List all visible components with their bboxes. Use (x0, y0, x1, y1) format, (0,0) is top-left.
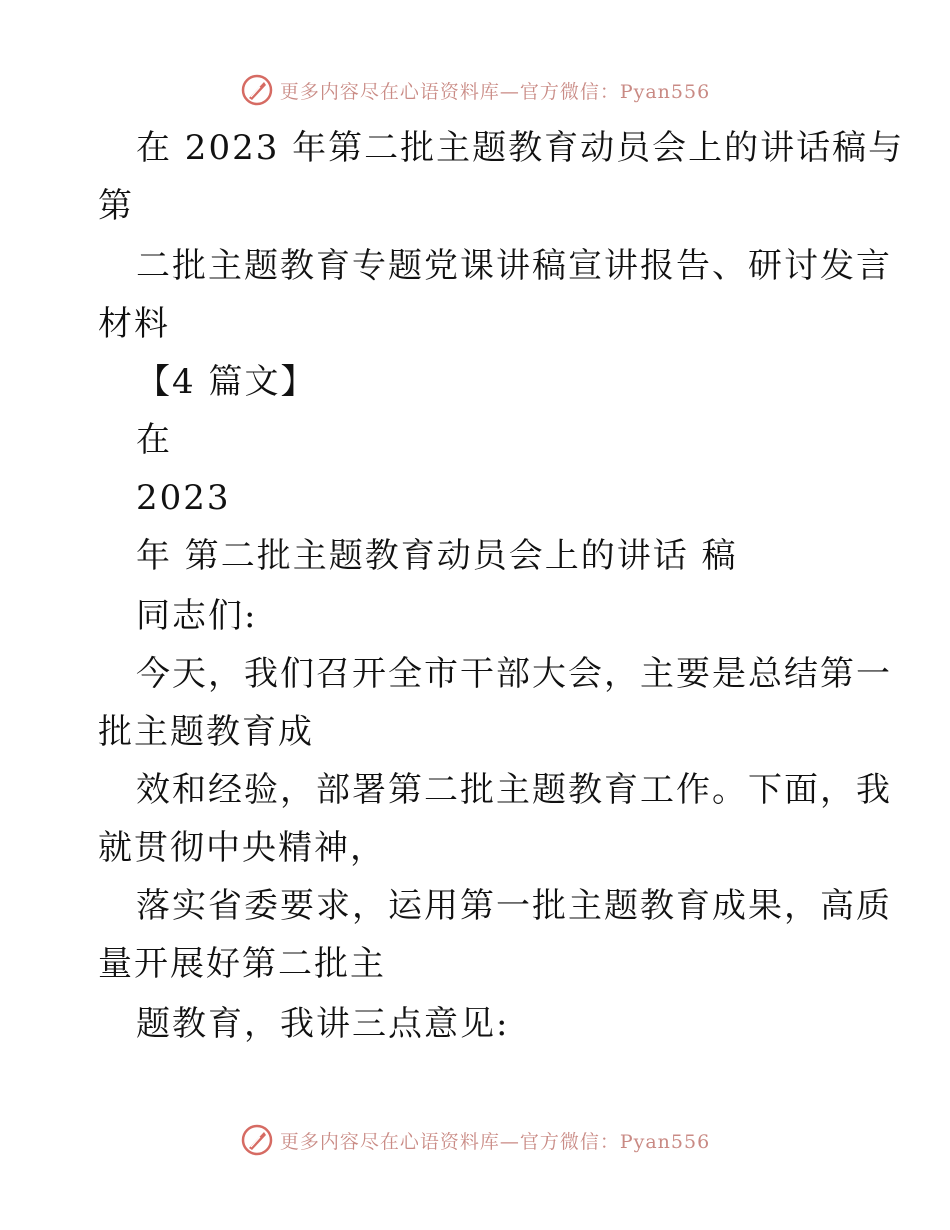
quill-seal-icon (240, 73, 274, 107)
quill-seal-icon (240, 1123, 274, 1157)
paragraph-line-5: 落实省委要求，运用第一批主题教育成果，高质 (136, 886, 892, 926)
title-line-3: 二批主题教育专题党课讲稿宣讲报告、研讨发言 (136, 246, 892, 286)
subtitle-line-3: 年 第二批主题教育动员会上的讲话 稿 (136, 536, 738, 576)
watermark-text: 更多内容尽在心语资料库—官方微信：Pyan556 (279, 80, 711, 103)
salutation: 同志们: (136, 596, 258, 636)
watermark-text: 更多内容尽在心语资料库—官方微信：Pyan556 (279, 1130, 711, 1153)
title-line-1: 在 2023 年第二批主题教育动员会上的讲话稿与 (136, 128, 905, 168)
paragraph-line-7: 题教育，我讲三点意见: (136, 1004, 510, 1044)
header-watermark (0, 70, 950, 110)
title-line-2: 第 (98, 186, 134, 226)
paragraph-line-2: 批主题教育成 (98, 712, 314, 752)
subtitle-line-2: 2023 (136, 478, 231, 518)
title-line-4: 材料 (98, 304, 170, 344)
paragraph-line-3: 效和经验，部署第二批主题教育工作。下面，我 (136, 770, 892, 810)
paragraph-line-4: 就贯彻中央精神， (98, 828, 386, 868)
subtitle-line-1: 在 (136, 420, 172, 460)
article-count: 【4 篇文】 (136, 362, 317, 402)
footer-watermark (0, 1120, 950, 1160)
paragraph-line-6: 量开展好第二批主 (98, 944, 386, 984)
paragraph-line-1: 今天，我们召开全市干部大会，主要是总结第一 (136, 654, 892, 694)
